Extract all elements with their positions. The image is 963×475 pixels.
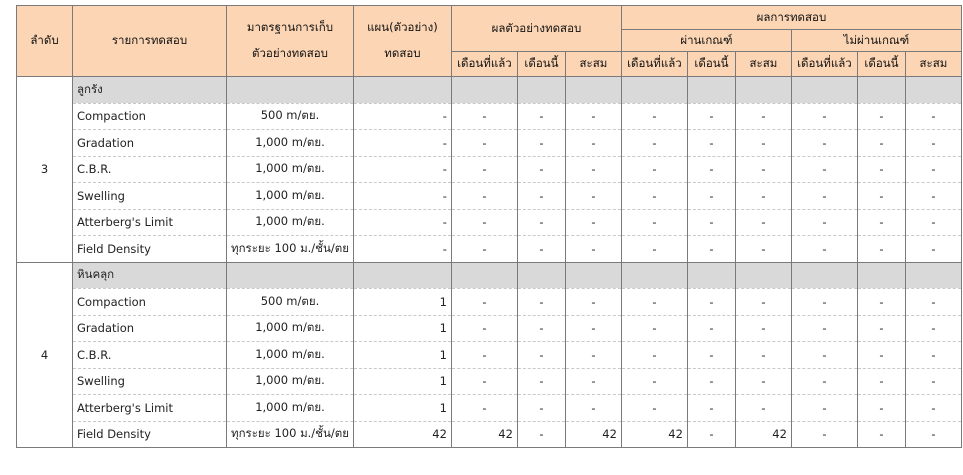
pass-cumulative-cell: - <box>735 130 791 157</box>
section-header-empty-cell <box>905 262 961 289</box>
section-header-empty-cell <box>565 77 621 104</box>
sample-last-month-cell: - <box>451 130 517 157</box>
header-test-result: ผลการทดสอบ <box>621 6 961 30</box>
table-row <box>17 130 962 157</box>
sample-this-month-cell: - <box>517 130 565 157</box>
pass-this-month-cell: - <box>687 156 735 183</box>
standard-cell: ทุกระยะ 100 ม./ชั้น/ตย <box>227 236 354 263</box>
test-item-cell: C.B.R. <box>73 342 227 369</box>
section-header-empty-cell <box>451 77 517 104</box>
header-sample-this-month: เดือนนี้ <box>517 52 565 77</box>
test-item-cell: Atterberg's Limit <box>73 209 227 236</box>
plan-cell: - <box>353 236 451 263</box>
pass-this-month-cell: - <box>687 342 735 369</box>
header-standard <box>227 6 354 77</box>
sample-last-month-cell: - <box>451 209 517 236</box>
test-item-cell: Field Density <box>73 421 227 448</box>
pass-this-month-cell: - <box>687 209 735 236</box>
sample-last-month-cell: 42 <box>451 421 517 448</box>
table-row <box>17 368 962 395</box>
sample-this-month-cell: - <box>517 289 565 316</box>
section-header-empty-cell <box>517 262 565 289</box>
fail-cumulative-cell: - <box>905 236 961 263</box>
standard-cell: 1,000 m/ตย. <box>227 156 354 183</box>
header-pass-cumulative: สะสม <box>735 52 791 77</box>
pass-last-month-cell: - <box>621 368 687 395</box>
pass-cumulative-cell: - <box>735 368 791 395</box>
pass-last-month-cell: - <box>621 315 687 342</box>
test-item-cell: Swelling <box>73 183 227 210</box>
section-header-empty-cell <box>735 77 791 104</box>
pass-this-month-cell: - <box>687 103 735 130</box>
section-header-empty-cell <box>735 262 791 289</box>
fail-last-month-cell: - <box>791 209 857 236</box>
fail-this-month-cell: - <box>857 236 905 263</box>
header-fail-cumulative: สะสม <box>905 52 961 77</box>
fail-last-month-cell: - <box>791 315 857 342</box>
pass-cumulative-cell: - <box>735 289 791 316</box>
table-row <box>17 421 962 448</box>
test-item-cell: Compaction <box>73 103 227 130</box>
sample-this-month-cell: - <box>517 156 565 183</box>
fail-last-month-cell: - <box>791 103 857 130</box>
section-header-row <box>17 262 962 289</box>
table-row <box>17 395 962 422</box>
table-row <box>17 236 962 263</box>
sample-cumulative-cell: - <box>565 183 621 210</box>
fail-this-month-cell: - <box>857 342 905 369</box>
pass-cumulative-cell: - <box>735 183 791 210</box>
pass-last-month-cell: - <box>621 130 687 157</box>
section-header-empty-cell <box>451 262 517 289</box>
fail-this-month-cell: - <box>857 289 905 316</box>
section-seq: 3 <box>17 77 73 263</box>
header-seq: ลำดับ <box>17 6 73 77</box>
table-row <box>17 342 962 369</box>
sample-last-month-cell: - <box>451 289 517 316</box>
sample-last-month-cell: - <box>451 342 517 369</box>
sample-last-month-cell: - <box>451 156 517 183</box>
sample-cumulative-cell: - <box>565 342 621 369</box>
test-item-cell: Gradation <box>73 130 227 157</box>
standard-cell: ทุกระยะ 100 ม./ชั้น/ตย <box>227 421 354 448</box>
header-sample-cumulative: สะสม <box>565 52 621 77</box>
plan-cell: 1 <box>353 395 451 422</box>
sample-this-month-cell: - <box>517 395 565 422</box>
sample-cumulative-cell: - <box>565 395 621 422</box>
table-body <box>17 77 962 448</box>
section-header-empty-cell <box>353 262 451 289</box>
standard-cell: 1,000 m/ตย. <box>227 342 354 369</box>
header-sample-result: ผลตัวอย่างทดสอบ <box>451 6 621 52</box>
pass-cumulative-cell: - <box>735 103 791 130</box>
section-name: หินคลุก <box>73 262 227 289</box>
plan-cell: - <box>353 130 451 157</box>
table-row <box>17 103 962 130</box>
fail-this-month-cell: - <box>857 209 905 236</box>
fail-last-month-cell: - <box>791 421 857 448</box>
table-row <box>17 289 962 316</box>
fail-cumulative-cell: - <box>905 289 961 316</box>
pass-this-month-cell: - <box>687 421 735 448</box>
section-header-empty-cell <box>517 77 565 104</box>
section-header-empty-cell <box>227 77 354 104</box>
plan-cell: 1 <box>353 342 451 369</box>
header-pass: ผ่านเกณฑ์ <box>621 30 791 52</box>
pass-this-month-cell: - <box>687 236 735 263</box>
pass-cumulative-cell: - <box>735 342 791 369</box>
sample-last-month-cell: - <box>451 315 517 342</box>
pass-cumulative-cell: - <box>735 236 791 263</box>
sample-last-month-cell: - <box>451 368 517 395</box>
test-results-table <box>16 5 962 448</box>
fail-this-month-cell: - <box>857 130 905 157</box>
section-name: ลูกรัง <box>73 77 227 104</box>
section-header-row <box>17 77 962 104</box>
standard-cell: 1,000 m/ตย. <box>227 183 354 210</box>
table-row <box>17 209 962 236</box>
sample-this-month-cell: - <box>517 236 565 263</box>
fail-cumulative-cell: - <box>905 130 961 157</box>
sample-cumulative-cell: - <box>565 156 621 183</box>
plan-cell: - <box>353 209 451 236</box>
header-item: รายการทดสอบ <box>73 6 227 77</box>
standard-cell: 500 m/ตย. <box>227 289 354 316</box>
fail-last-month-cell: - <box>791 156 857 183</box>
test-item-cell: Field Density <box>73 236 227 263</box>
pass-this-month-cell: - <box>687 395 735 422</box>
test-item-cell: Gradation <box>73 315 227 342</box>
sample-this-month-cell: - <box>517 103 565 130</box>
section-header-empty-cell <box>227 262 354 289</box>
pass-this-month-cell: - <box>687 368 735 395</box>
fail-cumulative-cell: - <box>905 183 961 210</box>
sample-this-month-cell: - <box>517 209 565 236</box>
standard-cell: 1,000 m/ตย. <box>227 130 354 157</box>
pass-last-month-cell: - <box>621 342 687 369</box>
plan-cell: - <box>353 156 451 183</box>
sample-cumulative-cell: - <box>565 289 621 316</box>
pass-cumulative-cell: 42 <box>735 421 791 448</box>
sample-last-month-cell: - <box>451 236 517 263</box>
sample-this-month-cell: - <box>517 421 565 448</box>
section-header-empty-cell <box>621 77 687 104</box>
sample-cumulative-cell: - <box>565 315 621 342</box>
standard-cell: 1,000 m/ตย. <box>227 368 354 395</box>
header-plan-line1: แผน(ตัวอย่าง) <box>367 20 438 34</box>
sample-cumulative-cell: - <box>565 103 621 130</box>
pass-this-month-cell: - <box>687 289 735 316</box>
section-header-empty-cell <box>621 262 687 289</box>
pass-this-month-cell: - <box>687 183 735 210</box>
pass-this-month-cell: - <box>687 130 735 157</box>
section-header-empty-cell <box>857 262 905 289</box>
fail-this-month-cell: - <box>857 183 905 210</box>
fail-cumulative-cell: - <box>905 103 961 130</box>
sample-last-month-cell: - <box>451 103 517 130</box>
sample-last-month-cell: - <box>451 183 517 210</box>
fail-this-month-cell: - <box>857 103 905 130</box>
table-row <box>17 156 962 183</box>
pass-last-month-cell: - <box>621 236 687 263</box>
fail-this-month-cell: - <box>857 156 905 183</box>
pass-last-month-cell: - <box>621 156 687 183</box>
standard-cell: 1,000 m/ตย. <box>227 209 354 236</box>
sample-cumulative-cell: - <box>565 368 621 395</box>
table-row <box>17 315 962 342</box>
fail-last-month-cell: - <box>791 395 857 422</box>
fail-last-month-cell: - <box>791 236 857 263</box>
section-header-empty-cell <box>791 262 857 289</box>
plan-cell: 1 <box>353 368 451 395</box>
sample-cumulative-cell: 42 <box>565 421 621 448</box>
pass-last-month-cell: - <box>621 289 687 316</box>
sample-cumulative-cell: - <box>565 236 621 263</box>
test-item-cell: Atterberg's Limit <box>73 395 227 422</box>
section-header-empty-cell <box>905 77 961 104</box>
pass-cumulative-cell: - <box>735 315 791 342</box>
sample-this-month-cell: - <box>517 183 565 210</box>
plan-cell: - <box>353 183 451 210</box>
fail-this-month-cell: - <box>857 368 905 395</box>
plan-cell: 1 <box>353 315 451 342</box>
header-plan <box>353 6 451 77</box>
fail-this-month-cell: - <box>857 421 905 448</box>
header-pass-this-month: เดือนนี้ <box>687 52 735 77</box>
header-fail-last-month: เดือนที่แล้ว <box>791 52 857 77</box>
test-item-cell: Compaction <box>73 289 227 316</box>
plan-cell: - <box>353 103 451 130</box>
sample-last-month-cell: - <box>451 395 517 422</box>
section-header-empty-cell <box>687 262 735 289</box>
pass-last-month-cell: 42 <box>621 421 687 448</box>
section-header-empty-cell <box>857 77 905 104</box>
fail-cumulative-cell: - <box>905 342 961 369</box>
standard-cell: 1,000 m/ตย. <box>227 395 354 422</box>
pass-last-month-cell: - <box>621 103 687 130</box>
fail-cumulative-cell: - <box>905 315 961 342</box>
pass-cumulative-cell: - <box>735 156 791 183</box>
table-row <box>17 183 962 210</box>
test-item-cell: C.B.R. <box>73 156 227 183</box>
fail-cumulative-cell: - <box>905 395 961 422</box>
fail-last-month-cell: - <box>791 368 857 395</box>
standard-cell: 1,000 m/ตย. <box>227 315 354 342</box>
sample-this-month-cell: - <box>517 368 565 395</box>
plan-cell: 1 <box>353 289 451 316</box>
header-standard-line1: มาตรฐานการเก็บ <box>246 20 334 34</box>
fail-cumulative-cell: - <box>905 156 961 183</box>
pass-this-month-cell: - <box>687 315 735 342</box>
standard-cell: 500 m/ตย. <box>227 103 354 130</box>
header-fail: ไม่ผ่านเกณฑ์ <box>791 30 961 52</box>
table-header <box>17 6 962 77</box>
fail-last-month-cell: - <box>791 130 857 157</box>
pass-last-month-cell: - <box>621 183 687 210</box>
sample-this-month-cell: - <box>517 342 565 369</box>
sample-cumulative-cell: - <box>565 209 621 236</box>
sample-this-month-cell: - <box>517 315 565 342</box>
fail-this-month-cell: - <box>857 315 905 342</box>
fail-last-month-cell: - <box>791 183 857 210</box>
pass-last-month-cell: - <box>621 209 687 236</box>
header-sample-last-month: เดือนที่แล้ว <box>451 52 517 77</box>
test-item-cell: Swelling <box>73 368 227 395</box>
header-plan-line2: ทดสอบ <box>384 46 421 60</box>
header-standard-line2: ตัวอย่างทดสอบ <box>252 46 328 60</box>
header-fail-this-month: เดือนนี้ <box>857 52 905 77</box>
fail-cumulative-cell: - <box>905 209 961 236</box>
fail-last-month-cell: - <box>791 289 857 316</box>
section-seq: 4 <box>17 262 73 448</box>
pass-cumulative-cell: - <box>735 209 791 236</box>
header-pass-last-month: เดือนที่แล้ว <box>621 52 687 77</box>
section-header-empty-cell <box>687 77 735 104</box>
section-header-empty-cell <box>565 262 621 289</box>
fail-last-month-cell: - <box>791 342 857 369</box>
fail-cumulative-cell: - <box>905 368 961 395</box>
fail-cumulative-cell: - <box>905 421 961 448</box>
test-results-sheet <box>16 5 962 448</box>
fail-this-month-cell: - <box>857 395 905 422</box>
section-header-empty-cell <box>791 77 857 104</box>
plan-cell: 42 <box>353 421 451 448</box>
pass-last-month-cell: - <box>621 395 687 422</box>
section-header-empty-cell <box>353 77 451 104</box>
pass-cumulative-cell: - <box>735 395 791 422</box>
sample-cumulative-cell: - <box>565 130 621 157</box>
